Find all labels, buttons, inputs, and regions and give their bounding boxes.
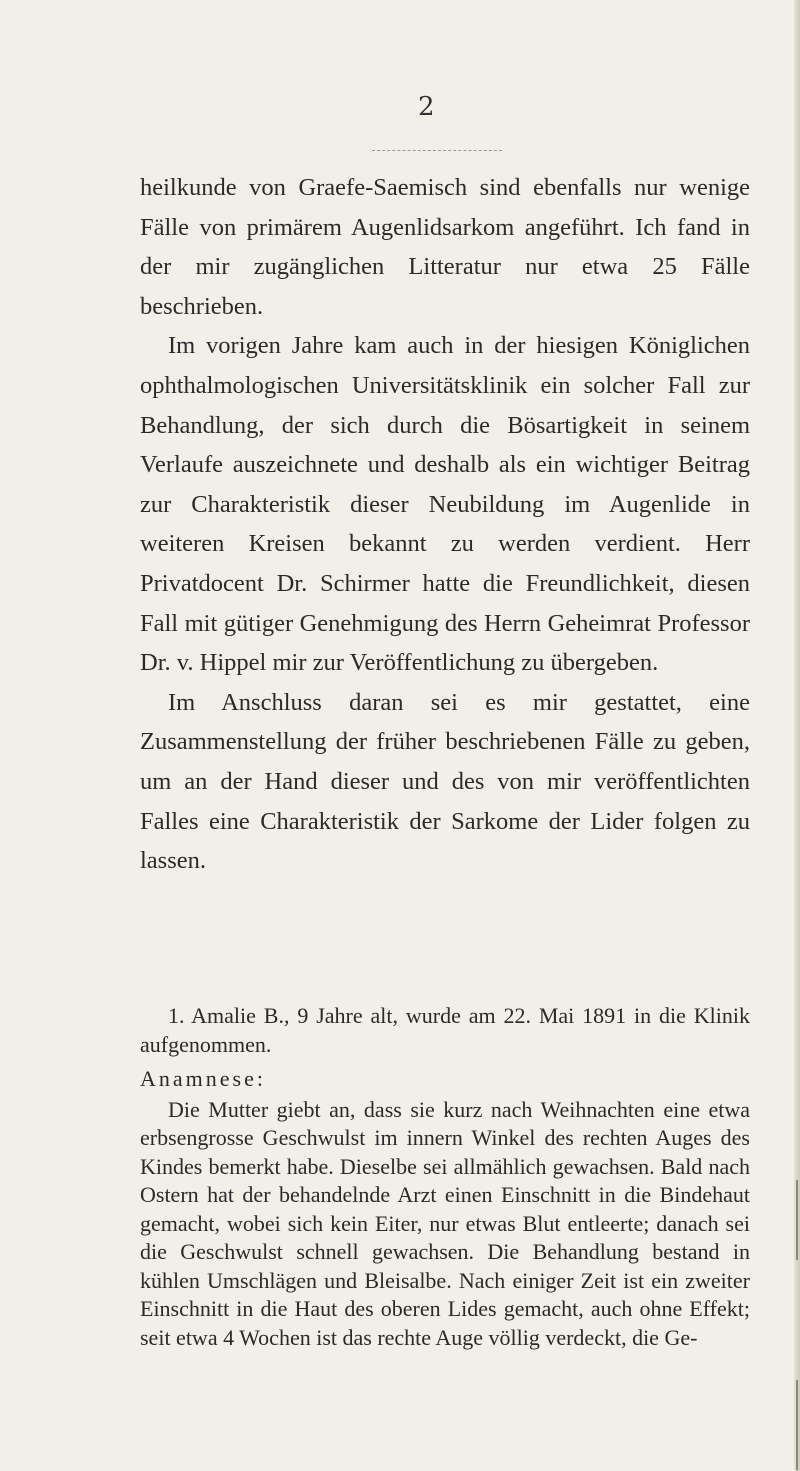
page-number: 2 [418, 92, 435, 122]
case-intro: 1. Amalie B., 9 Jahre alt, wurde am 22. Mai 1891 in die Klinik aufgenommen. [140, 1003, 750, 1057]
edge-mark [796, 1380, 798, 1470]
header-rule [372, 150, 502, 151]
edge-mark [796, 1180, 798, 1260]
main-text-large [140, 168, 750, 881]
anamnese-heading: Anamnese: [140, 1066, 266, 1091]
paragraph-1: heilkunde von Graefe-Saemisch sind ebenfalls nur wenige Fälle von primärem Augenlidsarkom angeführt. Ich fand in der mir zugänglichen Litteratur nur etwa 25 Fälle beschrieben. [140, 174, 750, 320]
case-report [140, 1002, 750, 1352]
paragraph-3: Im Anschluss daran sei es mir gestattet, eine Zusammenstellung der früher beschriebenen Fälle zu geben, um an der Hand dieser und des von mir veröffentlichten Falles eine Charakteristik der Sarkome der Lider folgen zu lassen. [140, 688, 750, 875]
paragraph-2: Im vorigen Jahre kam auch in der hiesigen Königlichen ophthalmologischen Universitätsklinik ein solcher Fall zur Behandlung, der sich durch die Bösartigkeit in seinem Verlaufe auszeichnete und deshalb als ein wichtiger Beitrag zur Charakteristik dieser Neubildung im Augenlide in weiteren Kreisen bekannt zu werden verdient. Herr Privatdocent Dr. Schirmer hatte die Freundlichkeit, diesen Fall mit gütiger Genehmigung des Herrn Geheimrat Professor Dr. v. Hippel mir zur Veröffentlichung zu übergeben. [140, 332, 750, 677]
anamnese-body: Die Mutter giebt an, dass sie kurz nach Weihnachten eine etwa erbsengrosse Geschwulst im innern Winkel des rechten Auges des Kindes bemerkt habe. Dieselbe sei allmählich gewachsen. Bald nach Ostern hat der behandelnde Arzt einen Einschnitt in die Bindehaut gemacht, wobei sich kein Eiter, nur etwas Blut entleerte; danach sei die Geschwulst schnell gewachsen. Die Behandlung bestand in kühlen Umschlägen und Bleisalbe. Nach einiger Zeit ist ein zweiter Einschnitt in die Haut des oberen Lides gemacht, auch ohne Effekt; seit etwa 4 Wochen ist das rechte Auge völlig verdeckt, die Ge- [140, 1096, 750, 1350]
